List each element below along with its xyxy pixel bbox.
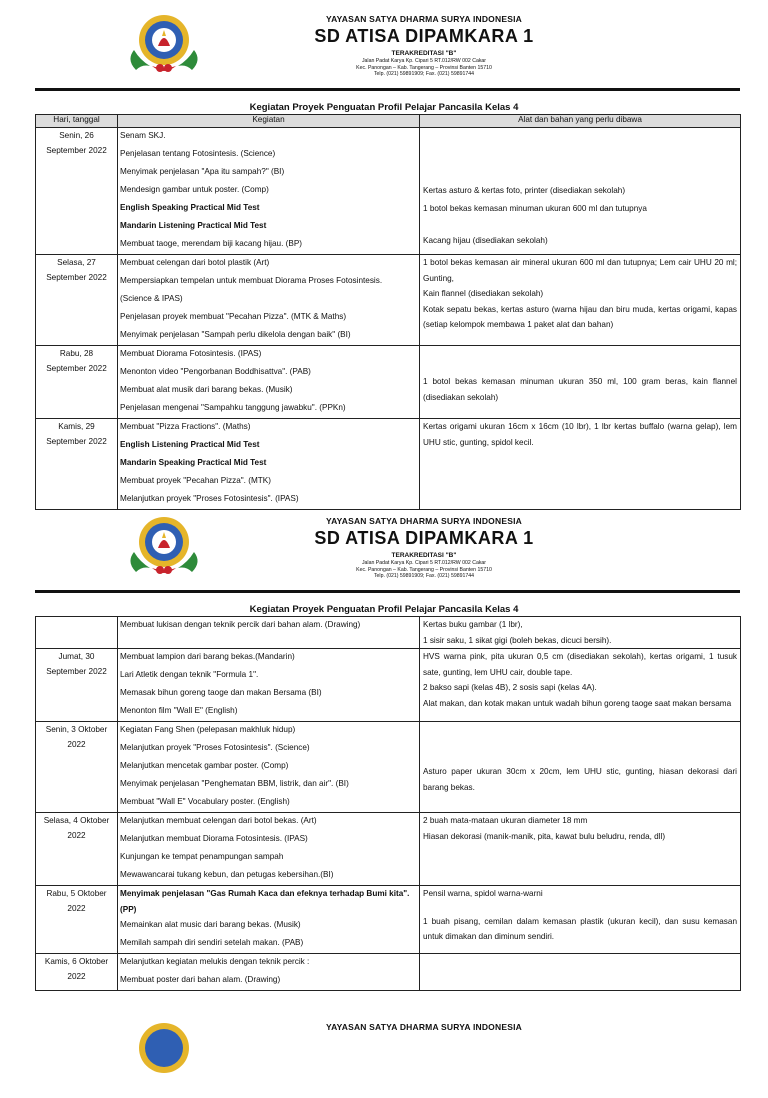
activity-item: Melanjutkan mencetak gambar poster. (Comp) (120, 761, 289, 770)
date-label: September 2022 (46, 667, 107, 676)
day-cell (36, 128, 118, 255)
activity-item: Membuat lukisan dengan teknik percik dari bahan alam. (Drawing) (120, 620, 361, 629)
date-label: 2022 (67, 972, 86, 981)
activity-item: Membuat celengan dari botol plastik (Art) (120, 258, 270, 267)
material-item: Kertas asturo & kertas foto, printer (disediakan sekolah) (423, 186, 626, 195)
foundation-name: YAYASAN SATYA DHARMA SURYA INDONESIA (326, 14, 522, 24)
schedule-table (35, 114, 741, 510)
day-cell (36, 255, 118, 346)
activity-item: Menonton film "Wall E" (English) (120, 706, 238, 715)
accreditation: TERAKREDITASI "B" (391, 50, 457, 57)
activity-item: Membuat poster dari bahan alam. (Drawing) (120, 975, 281, 984)
table-row (36, 255, 741, 346)
activity-cell (118, 886, 420, 954)
table-row (36, 419, 741, 510)
foundation-name: YAYASAN SATYA DHARMA SURYA INDONESIA (326, 516, 522, 526)
activity-item: Melanjutkan membuat Diorama Fotosintesis. (IPAS) (120, 834, 308, 843)
document-page-2 (0, 502, 768, 984)
day-label: Jumat, 30 (58, 652, 95, 661)
day-cell (36, 886, 118, 954)
activity-item: Senam SKJ. (120, 131, 166, 140)
activity-item: English Speaking Practical Mid Test (120, 203, 260, 212)
column-header-day: Hari, tanggal (36, 115, 118, 128)
activity-item: Memainkan alat music dari barang bekas. (Musik) (120, 920, 301, 929)
activity-item: Memasak bihun goreng taoge dan makan Bersama (BI) (120, 688, 322, 697)
activity-item: Membuat taoge, merendam biji kacang hijau. (BP) (120, 239, 303, 248)
activity-item: Menyimak penjelasan "Apa itu sampah?" (BI) (120, 167, 285, 176)
contact-line: Telp. (021) 59891909; Fax. (021) 59891744 (373, 71, 475, 77)
date-label: September 2022 (46, 273, 107, 282)
letterhead (0, 502, 768, 592)
address-line-2: Kec. Panongan – Kab. Tangerang – Provinsi Banten 15710 (356, 566, 492, 573)
activity-item: Membuat "Wall E" Vocabulary poster. (English) (120, 797, 290, 806)
table-row (36, 649, 741, 722)
school-logo (124, 10, 204, 76)
activity-item: Membuat alat musik dari barang bekas. (Musik) (120, 385, 293, 394)
date-label: September 2022 (46, 364, 107, 373)
material-item: Alat makan, dan kotak makan untuk wadah bihun goreng taoge saat makan bersama (423, 698, 732, 708)
letterhead (0, 0, 768, 90)
material-item: 1 buah pisang, cemilan dalam kemasan plastik (ukuran kecil), dan susu kemasan untuk dimakan dan diminum sendiri. (423, 916, 737, 941)
day-label: Selasa, 27 (57, 258, 96, 267)
day-label: Kamis, 6 Oktober (44, 957, 109, 966)
day-label: Selasa, 4 Oktober (43, 816, 110, 825)
materials-cell (420, 255, 741, 346)
materials-cell (420, 649, 741, 722)
activity-item: Melanjutkan proyek "Proses Fotosintesis". (IPAS) (120, 494, 299, 503)
activity-item: Lari Atletik dengan teknik "Formula 1". (120, 670, 259, 679)
activity-item: English Listening Practical Mid Test (120, 440, 260, 449)
date-label: 2022 (67, 904, 86, 913)
activity-item: Penjelasan proyek membuat "Pecahan Pizza". (MTK & Maths) (120, 312, 347, 321)
activity-item: Penjelasan tentang Fotosintesis. (Science) (120, 149, 276, 158)
day-cell (36, 813, 118, 886)
activity-item: Mandarin Speaking Practical Mid Test (120, 458, 267, 467)
activity-item: Menyimak penjelasan "Penghematan BBM, listrik, dan air". (BI) (120, 779, 349, 788)
activity-item: Menonton video "Pengorbanan Boddhisattva". (PAB) (120, 367, 311, 376)
table-row (36, 813, 741, 886)
activity-item: Membuat Diorama Fotosintesis. (IPAS) (120, 349, 262, 358)
address-line-1: Jalan Padat Karya Kp. Cipari 5 RT.012/RW 002 Cakar (361, 560, 487, 566)
materials-cell (420, 954, 741, 991)
day-cell (36, 649, 118, 722)
activity-cell (118, 617, 420, 649)
activity-item: Menyimak penjelasan "Gas Rumah Kaca dan efeknya terhadap Bumi kita". (PP) (120, 889, 410, 914)
school-logo (124, 1018, 204, 1084)
table-row (36, 346, 741, 419)
activity-cell (118, 954, 420, 991)
column-header-materials: Alat dan bahan yang perlu dibawa (420, 115, 741, 128)
table-row (36, 128, 741, 255)
activity-item: Mendesign gambar untuk poster. (Comp) (120, 185, 269, 194)
activity-cell (118, 128, 420, 255)
day-cell (36, 346, 118, 419)
material-item: Asturo paper ukuran 30cm x 20cm, lem UHU stic, gunting, hiasan dekorasi dari barang bekas. (423, 767, 737, 792)
activity-cell (118, 346, 420, 419)
activity-item: Mewawancarai tukang kebun, dan petugas kebersihan.(BI) (120, 870, 334, 879)
material-item: 2 bakso sapi (kelas 4B), 2 sosis sapi (kelas 4A). (423, 683, 597, 692)
header-divider (35, 88, 740, 91)
school-name: SD ATISA DIPAMKARA 1 (314, 528, 534, 548)
material-item: 1 botol bekas kemasan minuman ukuran 350 ml, 100 gram beras, kain flannel (disediakan sekolah) (423, 377, 737, 402)
document-title: Kegiatan Proyek Penguatan Profil Pelajar Pancasila Kelas 4 (249, 102, 519, 113)
activity-item: Membuat "Pizza Fractions". (Maths) (120, 422, 251, 431)
materials-cell (420, 722, 741, 813)
day-label: Rabu, 5 Oktober (46, 889, 107, 898)
activity-cell (118, 419, 420, 510)
activity-cell (118, 813, 420, 886)
document-title: Kegiatan Proyek Penguatan Profil Pelajar Pancasila Kelas 4 (249, 604, 519, 615)
schedule-table (35, 616, 741, 991)
material-item: Kain flannel (disediakan sekolah) (423, 289, 544, 298)
material-item: Kertas origami ukuran 16cm x 16cm (10 lbr), 1 lbr kertas buffalo (warna gelap), lem UHU stic, gunting, spidol kecil. (423, 422, 737, 447)
activity-cell (118, 649, 420, 722)
activity-item: Mandarin Listening Practical Mid Test (120, 221, 267, 230)
date-label: September 2022 (46, 437, 107, 446)
day-label: Senin, 3 Oktober (45, 725, 108, 734)
table-row (36, 722, 741, 813)
activity-item: (Science & IPAS) (120, 294, 183, 303)
material-item: Kertas buku gambar (1 lbr), (423, 620, 523, 629)
materials-cell (420, 346, 741, 419)
letterhead (0, 1008, 768, 1098)
address-line-2: Kec. Panongan – Kab. Tangerang – Provinsi Banten 15710 (356, 64, 492, 71)
day-cell (36, 617, 118, 649)
day-label: Rabu, 28 (59, 349, 94, 358)
table-row (36, 954, 741, 991)
column-header-activity: Kegiatan (118, 115, 420, 128)
activity-item: Mempersiapkan tempelan untuk membuat Diorama Proses Fotosintesis. (120, 276, 383, 285)
materials-cell (420, 128, 741, 255)
material-item: Kacang hijau (disediakan sekolah) (423, 236, 548, 245)
activity-item: Memilah sampah diri sendiri setelah makan. (PAB) (120, 938, 304, 947)
activity-item: Melanjutkan membuat celengan dari botol bekas. (Art) (120, 816, 317, 825)
day-cell (36, 722, 118, 813)
date-label: 2022 (67, 831, 86, 840)
table-row (36, 886, 741, 954)
material-item: Pensil warna, spidol warna-warni (423, 889, 543, 898)
activity-item: Membuat proyek "Pecahan Pizza". (MTK) (120, 476, 271, 485)
day-cell (36, 419, 118, 510)
material-item: HVS warna pink, pita ukuran 0,5 cm (disediakan sekolah), kertas origami, 1 tusuk sate, gunting, lem UHU cair, double tape. (423, 652, 737, 677)
contact-line: Telp. (021) 59891909; Fax. (021) 59891744 (373, 573, 475, 579)
activity-item: Menyimak penjelasan "Sampah perlu dikelola dengan baik" (BI) (120, 330, 351, 339)
activity-item: Kunjungan ke tempat penampungan sampah (120, 852, 284, 861)
date-label: 2022 (67, 740, 86, 749)
school-name: SD ATISA DIPAMKARA 1 (314, 26, 534, 46)
activity-cell (118, 722, 420, 813)
materials-cell (420, 419, 741, 510)
materials-cell (420, 886, 741, 954)
foundation-name: YAYASAN SATYA DHARMA SURYA INDONESIA (326, 1022, 522, 1032)
document-page-1 (0, 0, 768, 503)
activity-item: Melanjutkan kegiatan melukis dengan teknik percik : (120, 957, 310, 966)
school-logo (124, 512, 204, 578)
header-divider (35, 590, 740, 593)
material-item: 1 sisir saku, 1 sikat gigi (boleh bekas, dicuci bersih). (423, 635, 612, 645)
document-page-3 (0, 1008, 768, 1098)
material-item: 1 botol bekas kemasan air mineral ukuran 600 ml dan tutupnya; Lem cair UHU 20 ml; Gunting, (423, 258, 737, 283)
materials-cell (420, 813, 741, 886)
activity-item: Membuat lampion dari barang bekas.(Mandarin) (120, 652, 295, 661)
activity-item: Penjelasan mengenai "Sampahku tanggung jawabku". (PPKn) (120, 403, 346, 412)
material-item: Hiasan dekorasi (manik-manik, pita, kawat bulu beludru, renda, dll) (423, 831, 666, 841)
day-label: Senin, 26 (59, 131, 94, 140)
material-item: Kotak sepatu bekas, kertas asturo (warna hijau dan biru muda, kertas origami, kapas (setiap kelompok membawa 1 paket alat dan bahan) (423, 304, 737, 329)
table-row (36, 617, 741, 649)
day-cell (36, 954, 118, 991)
materials-cell (420, 617, 741, 649)
day-label: Kamis, 29 (58, 422, 95, 431)
material-item: 2 buah mata-mataan ukuran diameter 18 mm (423, 816, 588, 825)
address-line-1: Jalan Padat Karya Kp. Cipari 5 RT.012/RW 002 Cakar (361, 58, 487, 64)
accreditation: TERAKREDITASI "B" (391, 552, 457, 559)
date-label: September 2022 (46, 146, 107, 155)
activity-item: Kegiatan Fang Shen (pelepasan makhluk hidup) (120, 725, 296, 734)
activity-item: Melanjutkan proyek "Proses Fotosintesis". (Science) (120, 743, 310, 752)
material-item: 1 botol bekas kemasan minuman ukuran 600 ml dan tutupnya (423, 203, 647, 213)
table-header-row (36, 115, 741, 128)
activity-cell (118, 255, 420, 346)
